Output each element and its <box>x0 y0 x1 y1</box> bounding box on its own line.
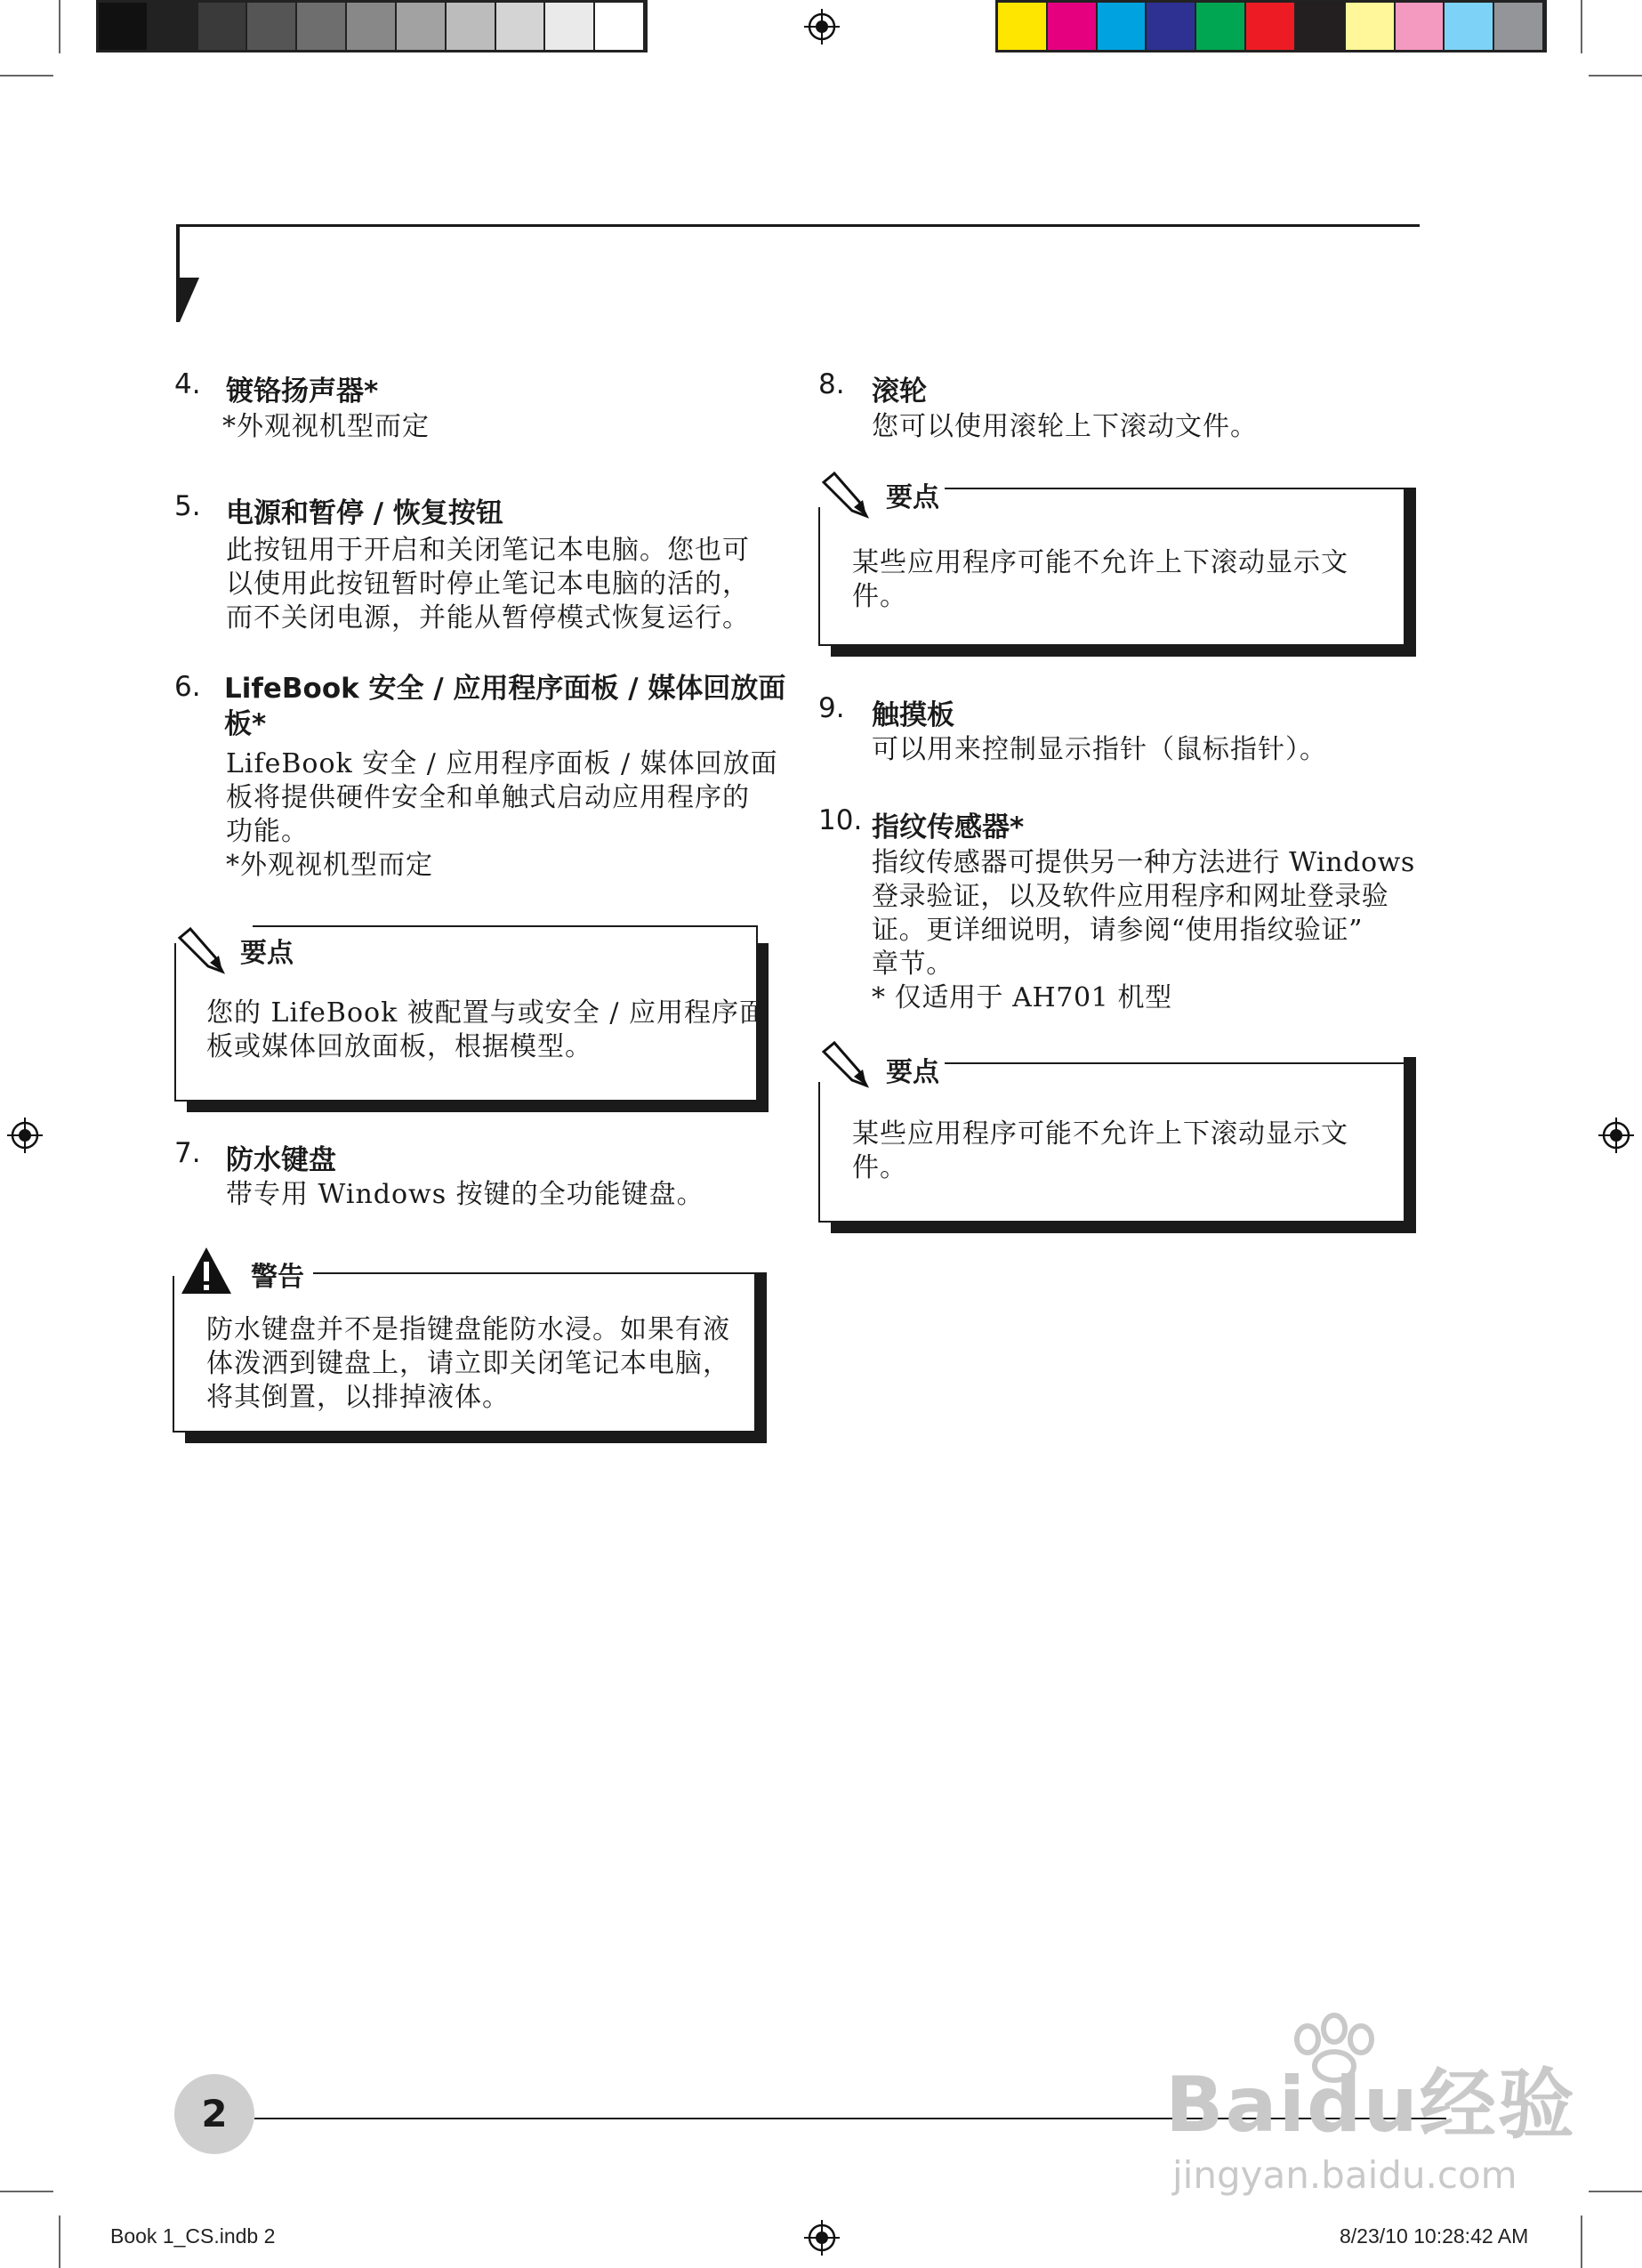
header-tab-marker <box>176 224 199 322</box>
item-number: 10. <box>818 804 863 836</box>
item-text: *外观视机型而定 <box>222 411 430 442</box>
color-swatch <box>545 3 595 50</box>
item-heading: 防水键盘 <box>226 1144 336 1176</box>
crop-mark <box>1581 0 1582 53</box>
crop-mark <box>59 0 60 53</box>
note-box <box>818 1039 1416 1233</box>
item-text: 指纹传感器可提供另一种方法进行 Windows 登录验证，以及软件应用程序和网址登录验 证。更详细说明，请参阅“使用指纹验证” 章节。 * 仅适用于 AH701 机型 <box>872 847 1415 1013</box>
color-swatch <box>347 3 397 50</box>
color-swatch <box>1445 3 1494 50</box>
watermark-url: jingyan.baidu.com <box>1172 2153 1517 2197</box>
crop-mark <box>0 75 53 77</box>
item-number: 9. <box>818 692 845 724</box>
registration-mark-icon <box>1598 1118 1634 1153</box>
item-number: 4. <box>174 368 201 400</box>
warning-text: 防水键盘并不是指键盘能防水浸。如果有液 体泼洒到键盘上，请立即关闭笔记本电脑， 将其倒置，以排掉液体。 <box>206 1314 730 1413</box>
item-heading: 指纹传感器* <box>872 811 1025 843</box>
item-text: LifeBook 安全 / 应用程序面板 / 媒体回放面 板将提供硬件安全和单触式启动应用程序的 功能。 *外观视机型而定 <box>226 748 778 881</box>
note-box <box>818 470 1416 657</box>
registration-mark-icon <box>804 2220 840 2256</box>
warning-box <box>173 1246 767 1443</box>
item-number: 5. <box>174 490 201 522</box>
watermark-logo: Baidu经验 <box>1165 2061 1576 2150</box>
paw-icon <box>1281 2013 1388 2084</box>
crop-mark <box>1581 2216 1582 2268</box>
color-swatch <box>998 3 1048 50</box>
item-heading: 触摸板 <box>872 699 954 731</box>
color-swatch <box>447 3 496 50</box>
slug-timestamp: 8/23/10 10:28:42 AM <box>1340 2224 1529 2248</box>
pencil-icon <box>818 1039 872 1093</box>
warning-title: 警告 <box>245 1255 310 1294</box>
item-heading: 电源和暂停 / 恢复按钮 <box>226 497 503 529</box>
color-swatch <box>1296 3 1346 50</box>
color-swatch <box>496 3 546 50</box>
color-swatch <box>1147 3 1196 50</box>
registration-mark-icon <box>804 9 840 44</box>
color-swatch <box>297 3 347 50</box>
item-text: 此按钮用于开启和关闭笔记本电脑。您也可 以使用此按钮暂时停止笔记本电脑的活的， 而不关闭电源，并能从暂停模式恢复运行。 <box>226 535 750 634</box>
item-heading: 滚轮 <box>872 375 927 408</box>
crop-mark <box>0 2191 53 2192</box>
color-swatch <box>1494 3 1544 50</box>
item-heading: LifeBook 安全 / 应用程序面板 / 媒体回放面 板* <box>224 673 786 740</box>
color-swatch <box>1246 3 1296 50</box>
color-swatch <box>198 3 248 50</box>
item-number: 8. <box>818 368 845 400</box>
gray-calibration-bar <box>96 0 648 52</box>
color-swatch <box>1396 3 1445 50</box>
color-swatch <box>149 3 198 50</box>
color-swatch <box>1346 3 1396 50</box>
color-swatch <box>99 3 149 50</box>
color-swatch <box>1048 3 1098 50</box>
item-text: 可以用来控制显示指针（鼠标指针）。 <box>872 734 1327 765</box>
header-rule <box>176 224 1420 227</box>
color-swatch <box>247 3 297 50</box>
color-swatch <box>1196 3 1246 50</box>
crop-mark <box>59 2216 60 2268</box>
color-swatch <box>595 3 645 50</box>
item-number: 7. <box>174 1137 201 1169</box>
note-text: 某些应用程序可能不允许上下滚动显示文 件。 <box>852 1118 1348 1183</box>
crop-mark <box>1589 75 1642 77</box>
crop-mark <box>1589 2191 1642 2192</box>
slug-file-info: Book 1_CS.indb 2 <box>110 2224 276 2248</box>
item-text: 带专用 Windows 按键的全功能键盘。 <box>226 1179 704 1210</box>
color-calibration-bar <box>995 0 1547 52</box>
note-box <box>174 925 769 1112</box>
pencil-icon <box>818 470 872 523</box>
note-title: 要点 <box>881 475 945 514</box>
page-number: 2 <box>174 2074 254 2154</box>
item-text: 您可以使用滚轮上下滚动文件。 <box>872 411 1258 442</box>
note-title: 要点 <box>235 931 299 970</box>
item-number: 6. <box>174 671 201 703</box>
item-heading: 镀铬扬声器* <box>226 375 379 408</box>
color-swatch <box>1098 3 1147 50</box>
warning-triangle-icon <box>180 1246 233 1295</box>
pencil-icon <box>174 925 228 979</box>
color-swatch <box>397 3 447 50</box>
note-title: 要点 <box>881 1050 945 1089</box>
note-text: 某些应用程序可能不允许上下滚动显示文 件。 <box>852 547 1348 612</box>
registration-mark-icon <box>7 1118 43 1153</box>
note-text: 您的 LifeBook 被配置与或安全 / 应用程序面 板或媒体回放面板，根据模型。 <box>206 997 767 1062</box>
